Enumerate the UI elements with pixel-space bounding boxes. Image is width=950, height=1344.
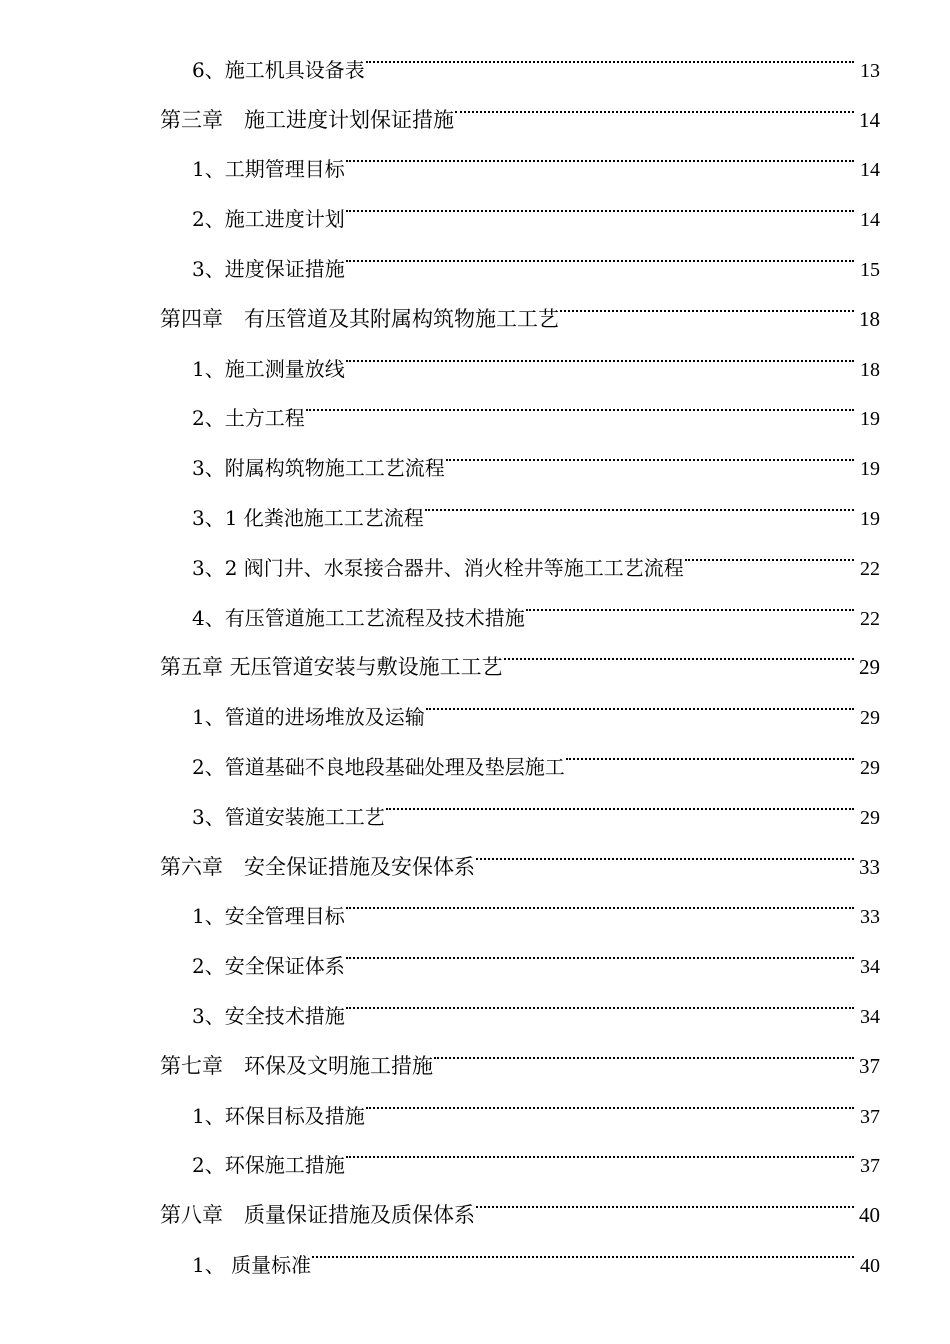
toc-page-number: 29: [859, 655, 880, 680]
toc-section-entry[interactable]: [0, 525, 950, 580]
toc-entry-label: 3、1 化粪池施工工艺流程: [192, 505, 424, 530]
toc-dot-leader: [426, 674, 854, 724]
toc-entry-label: 1、环保目标及措施: [192, 1103, 365, 1128]
toc-entry-label: 3、进度保证措施: [192, 256, 345, 281]
toc-entry-label: 4、有压管道施工工艺流程及技术措施: [192, 605, 525, 630]
toc-chapter-entry[interactable]: [0, 824, 950, 879]
toc-section-entry[interactable]: [0, 127, 950, 182]
toc-dot-leader: [526, 575, 854, 625]
toc-page-number: 22: [860, 557, 880, 580]
toc-entry-label: 3、2 阀门井、水泵接合器井、消火栓井等施工工艺流程: [192, 555, 684, 580]
toc-entry-label: 第四章 有压管道及其附属构筑物施工工艺: [160, 306, 559, 331]
toc-entry-label: 1、 质量标准: [192, 1252, 312, 1277]
toc-entry-label: 第六章 安全保证措施及安保体系: [160, 854, 475, 879]
toc-entry-label: 3、管道安装施工工艺: [192, 804, 385, 829]
toc-section-entry[interactable]: [0, 874, 950, 929]
toc-page-number: 34: [860, 1005, 880, 1028]
toc-section-entry[interactable]: [0, 326, 950, 381]
toc-entry-label: 2、环保施工措施: [192, 1153, 345, 1178]
toc-dot-leader: [312, 1222, 854, 1272]
toc-dot-leader: [366, 27, 854, 77]
toc-page-number: 33: [859, 854, 880, 879]
toc-entry-label: 2、安全保证体系: [192, 954, 345, 979]
toc-page-number: 22: [860, 607, 880, 630]
toc-section-entry[interactable]: [0, 425, 950, 481]
toc-chapter-entry[interactable]: [0, 276, 950, 331]
toc-chapter-entry[interactable]: [0, 1023, 950, 1078]
toc-section-entry[interactable]: [0, 674, 950, 730]
toc-section-entry[interactable]: [0, 724, 950, 779]
toc-entry-label: 3、附属构筑物施工工艺流程: [192, 456, 445, 481]
toc-dot-leader: [455, 77, 854, 127]
toc-entry-label: 第七章 环保及文明施工措施: [160, 1053, 433, 1078]
toc-section-entry[interactable]: [0, 226, 950, 281]
toc-entry-label: 第八章 质量保证措施及质保体系: [160, 1203, 475, 1228]
toc-dot-leader: [346, 226, 854, 276]
toc-dot-leader: [346, 1123, 854, 1173]
toc-section-entry[interactable]: [0, 176, 950, 232]
toc-dot-leader: [346, 923, 854, 973]
toc-page-number: 29: [860, 756, 880, 779]
toc-page-number: 14: [860, 159, 880, 182]
toc-dot-leader: [476, 1172, 854, 1222]
toc-entry-label: 第三章 施工进度计划保证措施: [160, 107, 454, 132]
toc-section-entry[interactable]: [0, 973, 950, 1028]
toc-entry-label: 1、安全管理目标: [192, 904, 345, 929]
toc-page-number: 18: [859, 306, 880, 331]
toc-dot-leader: [346, 973, 854, 1023]
toc-entry-label: 第五章 无压管道安装与敷设施工工艺: [160, 655, 503, 680]
toc-entry-label: 2、管道基础不良地段基础处理及垫层施工: [192, 754, 565, 779]
toc-page-number: 13: [860, 59, 880, 82]
toc-section-entry[interactable]: [0, 376, 950, 431]
toc-page-number: 19: [860, 507, 880, 530]
toc-page-number: 37: [860, 1155, 880, 1178]
toc-dot-leader: [346, 127, 854, 177]
toc-entry-label: 1、管道的进场堆放及运输: [192, 705, 425, 730]
table-of-contents: [0, 27, 950, 1277]
toc-dot-leader: [504, 625, 854, 675]
toc-entry-label: 2、施工进度计划: [192, 207, 345, 232]
toc-section-entry[interactable]: [0, 774, 950, 829]
toc-page-number: 40: [859, 1203, 880, 1228]
toc-page-number: 40: [860, 1254, 880, 1277]
toc-section-entry[interactable]: [0, 1073, 950, 1128]
toc-page-number: 29: [860, 806, 880, 829]
toc-dot-leader: [346, 326, 854, 376]
toc-page-number: 34: [860, 956, 880, 979]
toc-entry-label: 2、土方工程: [192, 406, 305, 431]
toc-dot-leader: [566, 724, 854, 774]
toc-section-entry[interactable]: [0, 475, 950, 530]
toc-dot-leader: [425, 475, 854, 525]
toc-page-number: 18: [860, 358, 880, 381]
toc-dot-leader: [446, 425, 854, 475]
toc-dot-leader: [346, 874, 854, 924]
toc-chapter-entry[interactable]: [0, 1172, 950, 1228]
toc-page-number: 19: [860, 408, 880, 431]
toc-dot-leader: [476, 824, 854, 874]
toc-page-number: 14: [860, 209, 880, 232]
toc-entry-label: 1、工期管理目标: [192, 157, 345, 182]
toc-entry-label: 1、施工测量放线: [192, 356, 345, 381]
toc-dot-leader: [386, 774, 854, 824]
toc-dot-leader: [306, 376, 854, 426]
toc-section-entry[interactable]: [0, 1222, 950, 1277]
toc-dot-leader: [346, 176, 854, 226]
toc-page-number: 29: [860, 707, 880, 730]
toc-page-number: 14: [859, 107, 880, 132]
toc-entry-label: 3、安全技术措施: [192, 1003, 345, 1028]
toc-dot-leader: [366, 1073, 854, 1123]
toc-section-entry[interactable]: [0, 1123, 950, 1178]
toc-page-number: 15: [860, 258, 880, 281]
toc-page-number: 33: [860, 906, 880, 929]
toc-page-number: 19: [860, 458, 880, 481]
toc-page-number: 37: [859, 1053, 880, 1078]
toc-chapter-entry[interactable]: [0, 77, 950, 132]
toc-dot-leader: [434, 1023, 854, 1073]
toc-dot-leader: [685, 525, 854, 575]
toc-section-entry[interactable]: [0, 27, 950, 82]
toc-dot-leader: [560, 276, 854, 326]
toc-entry-label: 6、施工机具设备表: [192, 57, 365, 82]
toc-section-entry[interactable]: [0, 923, 950, 979]
toc-page-number: 37: [860, 1105, 880, 1128]
